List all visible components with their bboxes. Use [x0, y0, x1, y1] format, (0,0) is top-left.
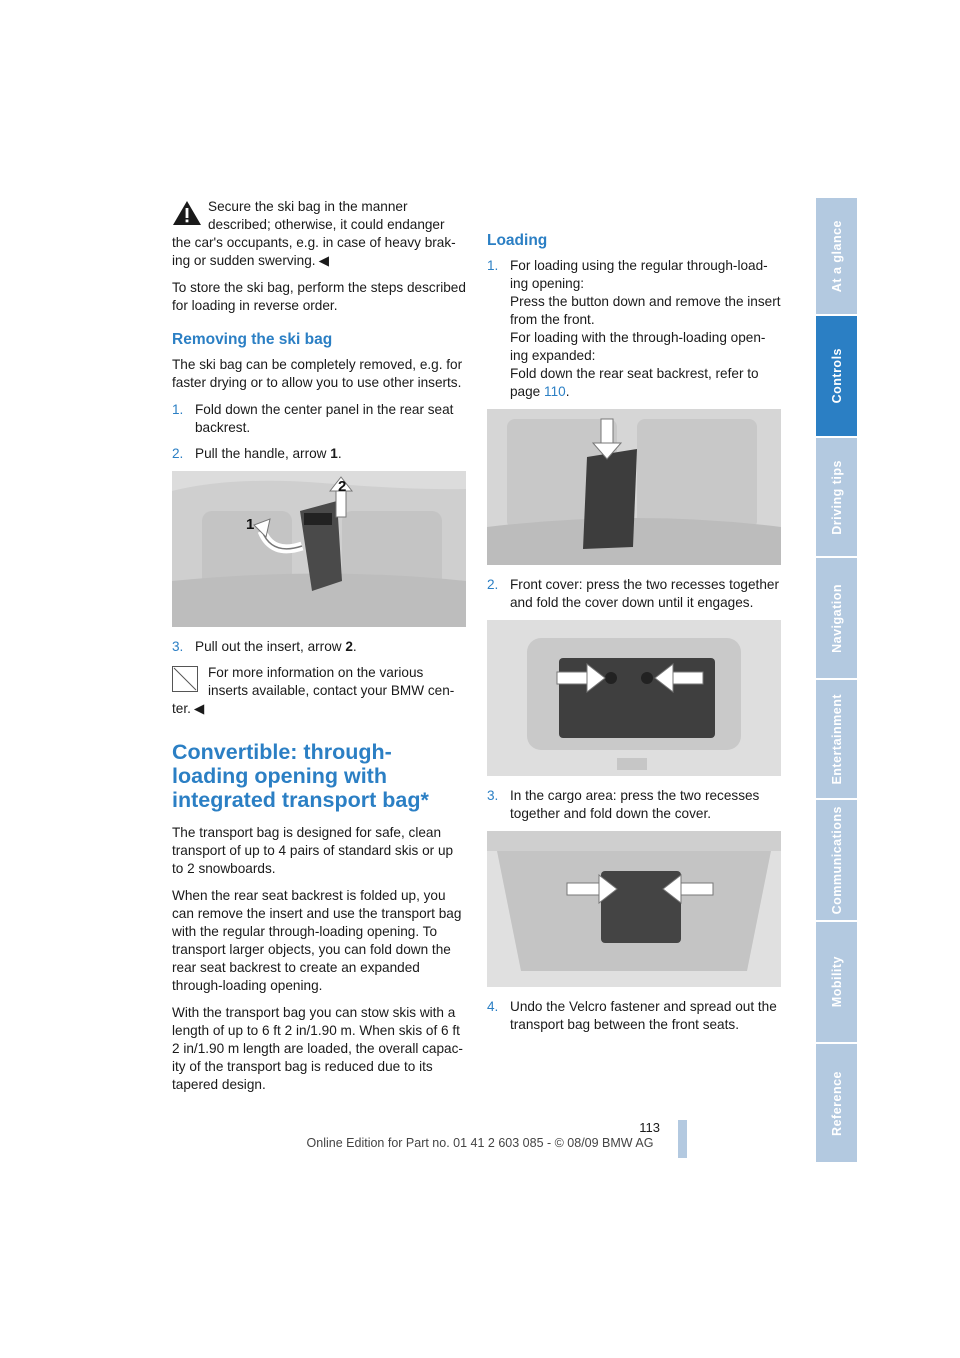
arrow-label: 2	[338, 478, 347, 495]
step-number: 4.	[487, 999, 499, 1014]
punct: .	[352, 639, 357, 654]
step-3	[172, 638, 466, 656]
punct: .	[565, 384, 570, 399]
loading-heading: Loading	[487, 232, 548, 249]
warning-block	[172, 198, 466, 270]
cargo-area-image	[487, 831, 781, 987]
step-number: 3.	[172, 639, 184, 654]
tab-label: Entertainment	[829, 693, 844, 785]
removing-intro: The ski bag can be completely removed, e.g. for faster drying or to allow you to use other inserts.	[172, 357, 463, 390]
paragraph: With the transport bag you can stow skis with a length of up to 6 ft 2 in/1.90 m. When skis of 6 ft 2 in/1.90 m length are loaded, the overall capac-ity of the transport bag is reduced due to its tapered design.	[172, 1005, 463, 1092]
step-number: 2.	[172, 446, 184, 461]
step-text: Front cover: press the two recesses together and fold the cover down until it engages.	[510, 577, 779, 610]
step-2	[172, 445, 466, 463]
tab-label: Navigation	[829, 583, 844, 653]
front-cover-image	[487, 620, 781, 776]
tab-navigation[interactable]	[816, 558, 857, 678]
step-1	[487, 257, 783, 401]
right-column	[487, 198, 783, 1042]
tab-driving-tips[interactable]	[816, 438, 857, 556]
paragraph: The transport bag is designed for safe, clean transport of up to 4 pairs of standard skis or up to 2 snowboards.	[172, 825, 454, 876]
note-lead: For more information on the various inserts available, contact your BMW cen-	[208, 665, 455, 698]
tab-at-a-glance[interactable]	[816, 198, 857, 314]
arrow-ref: 2	[345, 639, 353, 654]
end-mark: ◀	[193, 701, 205, 716]
step-text: Fold down the rear seat backrest, refer to page	[510, 366, 759, 399]
end-mark: ◀	[318, 253, 330, 268]
tab-label: Controls	[829, 348, 844, 404]
tab-label: Driving tips	[829, 459, 844, 535]
tab-communications[interactable]	[816, 800, 857, 920]
step-text: For loading using the regular through-load-ing opening:	[510, 258, 768, 291]
note-icon	[172, 666, 198, 692]
step-text: Undo the Velcro fastener and spread out the transport bag between the front seats.	[510, 999, 777, 1032]
paragraph: When the rear seat backrest is folded up, you can remove the insert and use the transport bag with the regular through-loading opening. To transport larger objects, you can fold down the rear seat backrest to create an expanded through-loading opening.	[172, 888, 462, 993]
warning-icon	[172, 200, 202, 226]
tab-controls[interactable]	[816, 316, 857, 436]
step-2	[487, 576, 783, 612]
tab-label: Mobility	[829, 956, 844, 1008]
removing-heading: Removing the ski bag	[172, 331, 333, 348]
rear-seat-image	[487, 409, 781, 565]
arrow-label: 1	[246, 516, 255, 533]
tab-label: Communications	[829, 805, 844, 915]
punct: .	[337, 446, 342, 461]
note-rest: ter.	[172, 701, 191, 716]
tab-label: Reference	[829, 1070, 844, 1136]
step-text: Pull out the insert, arrow	[195, 639, 346, 654]
step-number: 1.	[172, 402, 184, 417]
tab-entertainment[interactable]	[816, 680, 857, 798]
step-text: For loading with the through-loading open-ing expanded:	[510, 330, 766, 363]
warning-lead: Secure the ski bag in the manner described; otherwise, it could endanger	[208, 199, 445, 232]
footer-text: Online Edition for Part no. 01 41 2 603 085 - © 08/09 BMW AG	[306, 1136, 654, 1150]
step-number: 3.	[487, 788, 499, 803]
step-1	[172, 401, 466, 437]
tab-mobility[interactable]	[816, 922, 857, 1042]
step-text: Pull the handle, arrow	[195, 446, 331, 461]
step-3	[487, 787, 783, 823]
step-text: In the cargo area: press the two recesses together and fold down the cover.	[510, 788, 760, 821]
chapter-tabs	[816, 198, 857, 1164]
step-text: Press the button down and remove the insert from the front.	[510, 294, 781, 327]
store-text: To store the ski bag, perform the steps described for loading in reverse order.	[172, 280, 466, 313]
step-4	[487, 998, 783, 1034]
page-number: 113	[639, 1120, 660, 1135]
warning-rest: the car's occupants, e.g. in case of heavy brak-ing or sudden swerving.	[172, 235, 456, 268]
step-number: 2.	[487, 577, 499, 592]
page-link[interactable]: 110	[544, 384, 566, 399]
arrow-ref: 1	[330, 446, 338, 461]
note-block	[172, 664, 466, 718]
step-number: 1.	[487, 258, 499, 273]
step-text: Fold down the center panel in the rear seat backrest.	[195, 402, 454, 435]
left-column	[172, 198, 466, 1103]
section-heading: Convertible: through-loading opening with integrated transport bag*	[172, 740, 429, 812]
tab-label: At a glance	[829, 219, 844, 293]
ski-bag-removal-image	[172, 471, 466, 627]
